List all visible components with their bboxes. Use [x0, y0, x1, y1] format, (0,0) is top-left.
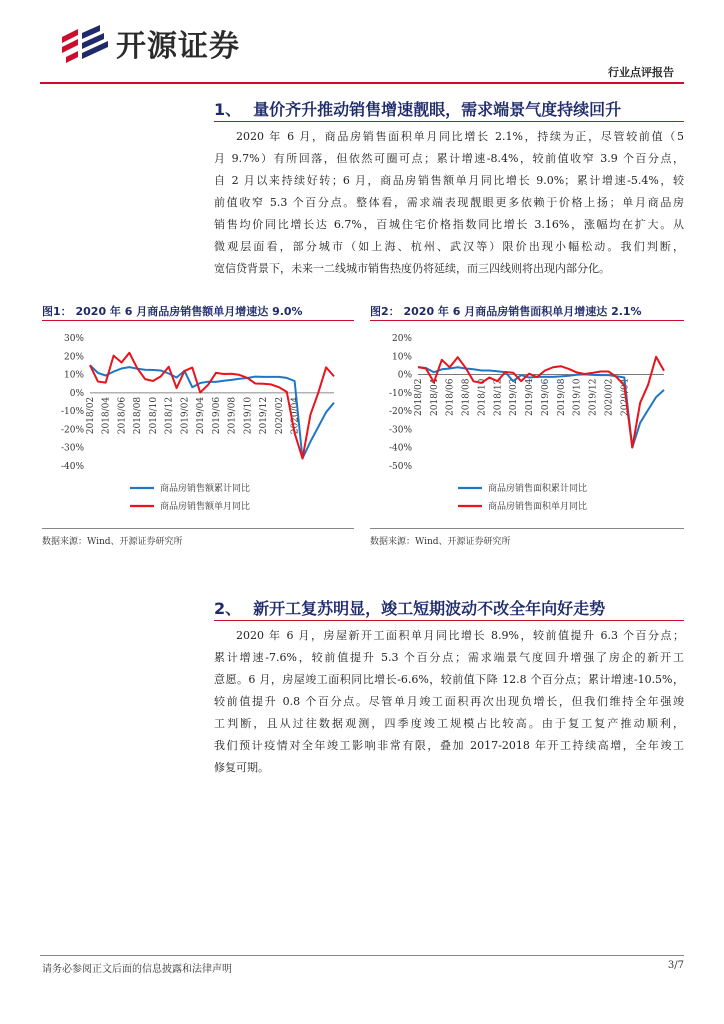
paragraph-line: 2020 年 6 月，商品房销售面积单月同比增长 2.1%，持续为正，尽管较前值（5	[236, 130, 684, 143]
x-tick-label: 2019/12	[259, 396, 270, 435]
x-tick-label: 2018/04	[429, 378, 440, 416]
paragraph-line: 销售均价同比增长达 6.7%，百城住宅价格指数同比增长 3.16%，涨幅均在扩大。从	[214, 218, 684, 231]
y-tick-label: 30%	[63, 334, 84, 344]
paragraph-line: 微观层面看，部分城市（如上海、杭州、武汉等）限价出现小幅松动。我们判断，	[214, 240, 684, 253]
section1-title: 量价齐升推动销售增速靓眼，需求端景气度持续回升	[253, 100, 622, 119]
paragraph-line: 我们预计疫情对全年竣工影响非常有限，叠加 2017-2018 年开工持续高增，全年竣工	[214, 739, 684, 752]
footer-divider	[40, 955, 684, 956]
x-tick-label: 2019/04	[525, 378, 536, 416]
x-tick-label: 2018/08	[133, 396, 144, 435]
y-tick-label: -20%	[60, 425, 84, 436]
figure1-bottom-rule	[42, 528, 354, 529]
x-tick-label: 2018/12	[164, 396, 175, 435]
x-tick-label: 2019/02	[509, 378, 520, 416]
x-tick-label: 2018/02	[86, 396, 96, 435]
x-tick-label: 2019/02	[180, 396, 191, 435]
y-tick-label: -40%	[60, 462, 84, 472]
paragraph-line: 宽信贷背景下，未来一二线城市销售热度仍将延续，而三四线则将出现内部分化。	[214, 262, 610, 275]
x-tick-label: 2020/02	[274, 396, 285, 435]
section1-paragraph	[214, 126, 684, 280]
section1-number: 1、	[214, 100, 242, 119]
brand-logo	[60, 22, 290, 64]
figure2-bottom-rule	[370, 528, 684, 529]
y-tick-label: -20%	[388, 407, 412, 418]
paragraph-line: 修复可期。	[214, 761, 269, 774]
paragraph-line: 月 9.7%）有所回落，但依然可圈可点；累计增速-8.4%，较前值收窄 3.9 个百分点，	[214, 152, 684, 165]
x-tick-label: 2018/04	[101, 396, 112, 435]
section2-title: 新开工复苏明显，竣工短期波动不改全年向好走势	[253, 599, 606, 618]
section2-heading	[214, 596, 605, 619]
x-tick-label: 2019/12	[588, 378, 599, 416]
paragraph-line: 自 2 月以来持续好转；6 月，商品房销售额单月同比增长 9.0%；累计增速-5.4%，较	[214, 174, 684, 187]
page-number: 3/7	[667, 960, 684, 971]
x-tick-label: 2018/12	[493, 378, 504, 416]
sales-amount-chart	[42, 322, 354, 522]
legend-label: 商品房销售额累计同比	[160, 484, 251, 494]
figure2-top-rule	[370, 320, 684, 321]
y-tick-label: -40%	[388, 443, 412, 454]
y-tick-label: -50%	[388, 462, 412, 472]
x-tick-label: 2019/08	[227, 396, 238, 435]
section2-divider	[214, 620, 684, 621]
y-tick-label: 0%	[69, 388, 84, 399]
y-tick-label: -30%	[60, 443, 84, 454]
x-tick-label: 2019/08	[556, 378, 567, 416]
x-tick-label: 2019/10	[572, 378, 583, 416]
figure2-title: 图2： 2020 年 6 月商品房销售面积单月增速达 2.1%	[370, 305, 642, 318]
y-tick-label: -10%	[388, 388, 412, 399]
x-tick-label: 2019/06	[211, 396, 222, 435]
legend-label: 商品房销售面积单月同比	[488, 502, 588, 512]
section1-heading	[214, 97, 621, 120]
x-tick-label: 2020/04	[620, 378, 631, 416]
figure2-source: 数据来源：Wind、开源证券研究所	[370, 537, 511, 547]
section1-divider	[214, 121, 684, 122]
x-tick-label: 2018/08	[461, 378, 472, 416]
x-tick-label: 2019/04	[196, 396, 207, 435]
y-tick-label: 10%	[63, 370, 84, 381]
y-tick-label: 20%	[391, 334, 412, 344]
sales-area-chart	[370, 322, 684, 522]
paragraph-line: 工判断，且从过往数据观测，四季度竣工规模占比较高。由于复工复产推动顺利，	[214, 717, 684, 730]
x-tick-label: 2019/10	[243, 396, 254, 435]
legend-label: 商品房销售面积累计同比	[488, 484, 588, 494]
x-tick-label: 2018/10	[477, 378, 488, 416]
doc-type-label: 行业点评报告	[608, 66, 674, 79]
paragraph-line: 2020 年 6 月，房屋新开工面积单月同比增长 8.9%，较前值提升 6.3 个百分点；	[236, 629, 684, 642]
x-tick-label: 2020/02	[604, 378, 615, 416]
y-tick-label: 0%	[397, 370, 412, 381]
figure1-top-rule	[42, 320, 354, 321]
figure1-title: 图1： 2020 年 6 月商品房销售额单月增速达 9.0%	[42, 305, 303, 318]
section2-paragraph	[214, 625, 684, 779]
header-divider	[40, 82, 684, 84]
x-tick-label: 2020/04	[290, 396, 301, 435]
x-tick-label: 2018/06	[117, 396, 128, 435]
brand-name: 开源证券	[116, 29, 240, 64]
footer-disclaimer: 请务必参阅正文后面的信息披露和法律声明	[42, 964, 232, 975]
brand-mark-icon	[60, 23, 110, 63]
legend-label: 商品房销售额单月同比	[160, 502, 251, 512]
paragraph-line: 累计增速-7.6%，较前值提升 5.3 个百分点；需求端景气度回升增强了房企的新开工	[214, 651, 684, 664]
section2-number: 2、	[214, 599, 242, 618]
x-tick-label: 2018/06	[445, 378, 456, 416]
x-tick-label: 2018/02	[414, 378, 424, 416]
y-tick-label: 10%	[391, 352, 412, 363]
paragraph-line: 较前值提升 0.8 个百分点。尽管单月竣工面积再次出现负增长，但我们维持全年强竣	[214, 695, 684, 708]
y-tick-label: -10%	[60, 407, 84, 418]
y-tick-label: 20%	[63, 352, 84, 363]
x-tick-label: 2019/06	[540, 378, 551, 416]
figure1-source: 数据来源：Wind、开源证券研究所	[42, 537, 183, 547]
y-tick-label: -30%	[388, 425, 412, 436]
paragraph-line: 前值收窄 5.3 个百分点。整体看，需求端表现靓眼更多依赖于价格上扬；单月商品房	[214, 196, 684, 209]
paragraph-line: 意愿。6 月，房屋竣工面积同比增长-6.6%，较前值下降 12.8 个百分点；累计增速-10.5%，	[214, 673, 684, 686]
x-tick-label: 2018/10	[148, 396, 159, 435]
